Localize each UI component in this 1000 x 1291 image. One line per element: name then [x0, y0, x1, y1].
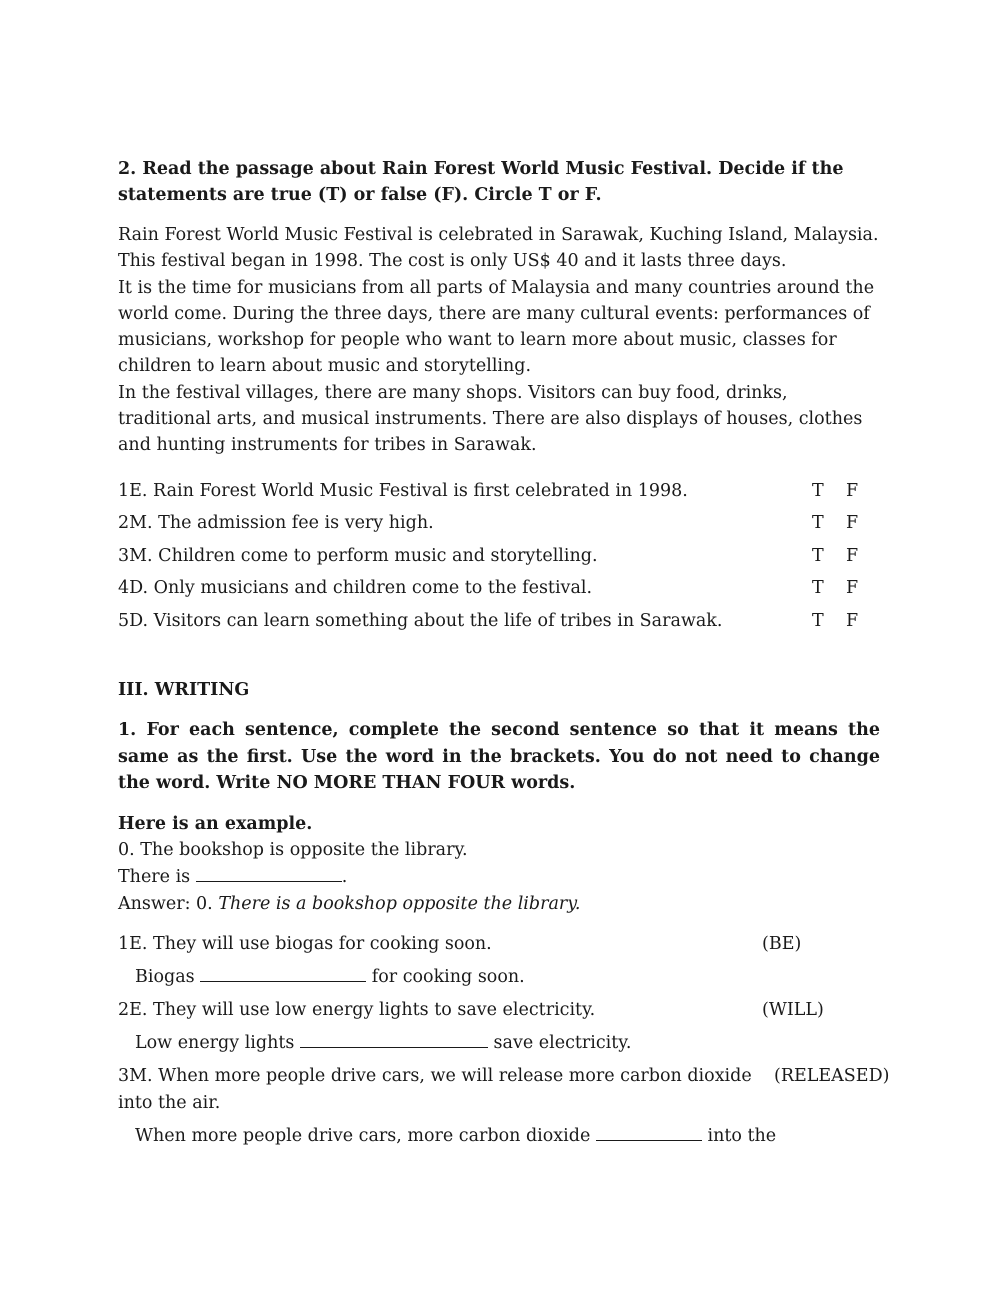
example-block [118, 811, 880, 918]
rewrite-line [118, 1123, 880, 1150]
passage-paragraph: Rain Forest World Music Festival is celebrated in Sarawak, Kuching Island, Malaysia. This festival began in 1998. The cost is only US$ 40 and it lasts three days. [118, 225, 879, 272]
example-rewrite [118, 864, 880, 891]
false-option[interactable]: F [846, 545, 859, 566]
example-answer-text: There is a bookshop opposite the library. [218, 893, 581, 914]
example-sentence: 0. The bookshop is opposite the library. [118, 840, 468, 861]
true-option[interactable]: T [812, 578, 824, 599]
false-option[interactable]: F [846, 578, 859, 599]
false-option[interactable]: F [846, 610, 859, 631]
answer-blank[interactable] [300, 1030, 488, 1048]
statement-text: 5D. Visitors can learn something about the life of tribes in Sarawak. [118, 610, 723, 631]
rewrite-line [118, 964, 880, 991]
original-sentence: 3M. When more people drive cars, we will release more carbon dioxide into the air. [118, 1066, 752, 1114]
keyword: (BE) [762, 934, 802, 955]
reading-instructions: 2. Read the passage about Rain Forest World Music Festival. Decide if the statements are true (T) or false (F). Circle T or F. [118, 159, 844, 205]
true-option[interactable]: T [812, 610, 824, 631]
original-sentence: 2E. They will use low energy lights to save electricity. [118, 1000, 596, 1021]
statement-row [118, 507, 880, 540]
worksheet-page [118, 156, 890, 1156]
true-option[interactable]: T [812, 480, 824, 501]
statement-row [118, 475, 880, 508]
writing-section-title: III. WRITING [118, 680, 250, 701]
statement-text: 2M. The admission fee is very high. [118, 513, 434, 534]
rewrite-item [118, 997, 880, 1057]
rewrite-end: for cooking soon. [371, 967, 525, 988]
true-option[interactable]: T [812, 545, 824, 566]
rewrite-start: Low energy lights [135, 1033, 295, 1054]
rewrite-end: into the [707, 1126, 777, 1147]
statement-text: 4D. Only musicians and children come to the festival. [118, 578, 593, 599]
rewrite-end: save electricity. [493, 1033, 632, 1054]
passage-paragraph: It is the time for musicians from all parts of Malaysia and many countries around the world come. During the three days, there are many cultural events: performances of musicians, workshop for people who want to learn more about music, classes for children to learn about music and storytelling. [118, 277, 875, 377]
keyword: (RELEASED) [774, 1066, 890, 1087]
rewrite-items [118, 931, 890, 1150]
original-sentence: 1E. They will use biogas for cooking soon. [118, 934, 492, 955]
answer-blank[interactable] [200, 964, 366, 982]
statement-row [118, 605, 880, 638]
writing-instructions: 1. For each sentence, complete the second sentence so that it means the same as the first. Use the word in the brackets. You do not need to change the word. Write NO MORE THAN FOUR words. [118, 720, 880, 794]
statement-text: 1E. Rain Forest World Music Festival is first celebrated in 1998. [118, 480, 688, 501]
example-answer-label: Answer: 0. [118, 893, 213, 914]
example-answer [118, 891, 880, 918]
example-rewrite-start: There is [118, 867, 191, 888]
example-label: Here is an example. [118, 813, 313, 834]
false-option[interactable]: F [846, 480, 859, 501]
rewrite-line [118, 1030, 880, 1057]
statement-text: 3M. Children come to perform music and storytelling. [118, 545, 598, 566]
rewrite-start: Biogas [135, 967, 195, 988]
statement-row [118, 572, 880, 605]
answer-blank[interactable] [596, 1123, 702, 1141]
example-rewrite-end: . [341, 867, 348, 888]
example-blank [196, 864, 342, 882]
rewrite-item [118, 1063, 890, 1150]
reading-passage [118, 222, 880, 459]
statement-row [118, 540, 880, 573]
true-false-list [118, 475, 880, 638]
rewrite-start: When more people drive cars, more carbon dioxide [135, 1126, 591, 1147]
keyword: (WILL) [762, 1000, 824, 1021]
passage-paragraph: In the festival villages, there are many shops. Visitors can buy food, drinks, traditional arts, and musical instruments. There are also displays of houses, clothes and hunting instruments for tribes in Sarawak. [118, 382, 863, 456]
true-option[interactable]: T [812, 513, 824, 534]
rewrite-item [118, 931, 880, 991]
false-option[interactable]: F [846, 513, 859, 534]
